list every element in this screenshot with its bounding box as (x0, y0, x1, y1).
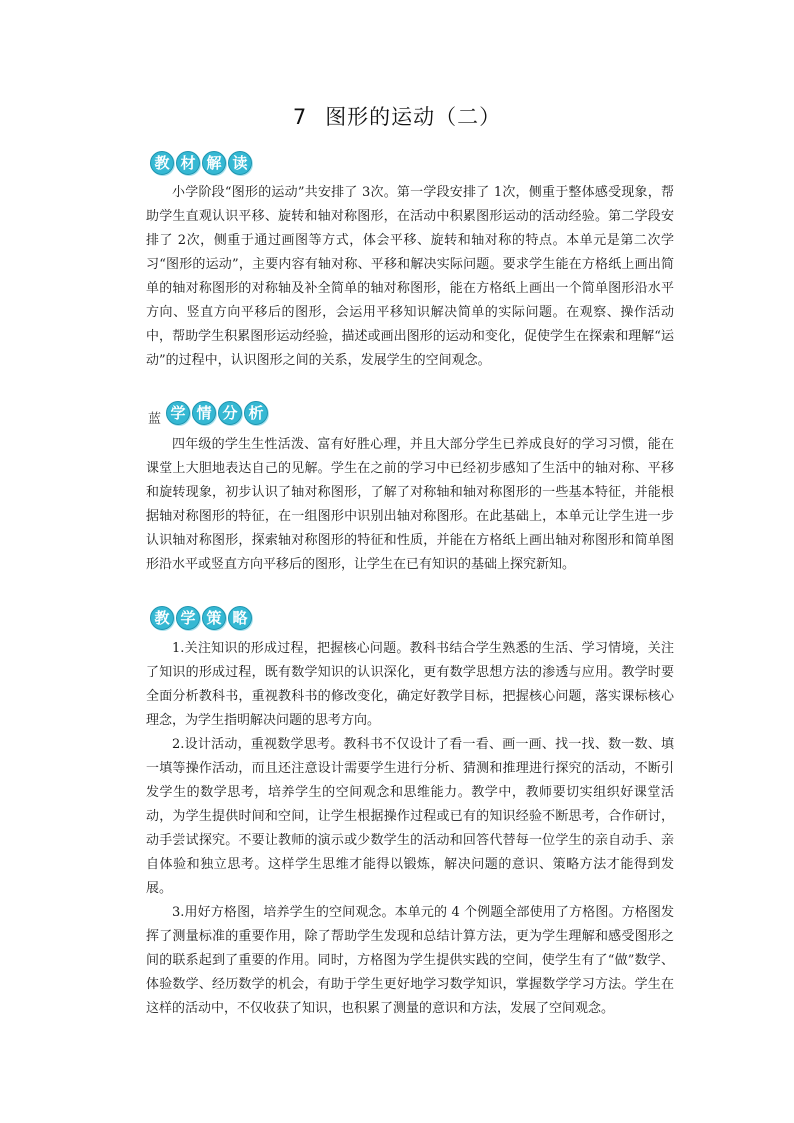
stamp-mark: 蓝 (148, 412, 162, 427)
heading-char: 读 (228, 151, 252, 175)
heading-char: 学 (166, 401, 190, 425)
section-heading-student-analysis (166, 401, 268, 425)
chapter-title: 图形的运动（二） (325, 105, 502, 129)
chapter-number: 7 (292, 105, 308, 129)
page-title (0, 102, 794, 132)
heading-char: 情 (192, 401, 216, 425)
heading-char: 析 (244, 401, 268, 425)
heading-char: 略 (228, 606, 252, 630)
section-body-student-analysis (146, 433, 674, 577)
heading-char: 教 (150, 606, 174, 630)
section-body-textbook-reading (146, 181, 674, 373)
heading-char: 解 (202, 151, 226, 175)
heading-char: 分 (218, 401, 242, 425)
section-heading-teaching-strategy (150, 606, 252, 630)
heading-char: 材 (176, 151, 200, 175)
section-body-teaching-strategy (146, 637, 674, 1021)
section-heading-textbook-reading (150, 151, 252, 175)
paragraph: 3.用好方格图，培养学生的空间观念。本单元的 4 个例题全部使用了方格图。方格图发挥了测量标准的重要作用，除了帮助学生发现和总结计算方法，更为学生理解和感受图形之间的联系起到了重要的作用。同时，方格图为学生提供实践的空间，使学生有了“做”数学、体验数学、经历数学的机会，有助于学生更好地学习数学知识，掌握数学学习方法。学生在这样的活动中，不仅收获了知识，也积累了测量的意识和方法，发展了空间观念。 (146, 905, 674, 1016)
heading-char: 策 (202, 606, 226, 630)
heading-char: 学 (176, 606, 200, 630)
paragraph: 1.关注知识的形成过程，把握核心问题。教科书结合学生熟悉的生活、学习情境，关注了知识的形成过程，既有数学知识的认识深化，更有数学思想方法的渗透与应用。教学时要全面分析教科书，重视教科书的修改变化，确定好教学目标，把握核心问题，落实课标核心理念，为学生指明解决问题的思考方向。 (146, 641, 674, 728)
paragraph: 小学阶段“图形的运动”共安排了 3次。第一学段安排了 1次，侧重于整体感受现象，帮助学生直观认识平移、旋转和轴对称图形，在活动中积累图形运动的活动经验。第二学段安排了 2次，侧重于通过画图等方式，体会平移、旋转和轴对称的特点。本单元是第二次学习“图形的运动”，主要内容有轴对称、平移和解决实际问题。要求学生能在方格纸上画出简单的轴对称图形的对称轴及补全简单的轴对称图形，能在方格纸上画出一个简单图形沿水平方向、竖直方向平移后的图形，会运用平移知识解决简单的实际问题。在观察、操作活动中，帮助学生积累图形运动经验，描述或画出图形的运动和变化，促使学生在探索和理解“运动”的过程中，认识图形之间的关系，发展学生的空间观念。 (146, 185, 674, 368)
paragraph: 四年级的学生生性活泼、富有好胜心理，并且大部分学生已养成良好的学习习惯，能在课堂上大胆地表达自己的见解。学生在之前的学习中已经初步感知了生活中的轴对称、平移和旋转现象，初步认识了轴对称图形，了解了对称轴和轴对称图形的一些基本特征，并能根据轴对称图形的特征，在一组图形中识别出轴对称图形。在此基础上，本单元让学生进一步认识轴对称图形，探索轴对称图形的特征和性质，并能在方格纸上画出轴对称图形和简单图形沿水平或竖直方向平移后的图形，让学生在已有知识的基础上探究新知。 (146, 437, 674, 572)
paragraph: 2.设计活动，重视数学思考。教科书不仅设计了看一看、画一画、找一找、数一数、填一填等操作活动，而且还注意设计需要学生进行分析、猜测和推理进行探究的活动，不断引发学生的数学思考，培养学生的空间观念和思维能力。教学中，教师要切实组织好课堂活动，为学生提供时间和空间，让学生根据操作过程或已有的知识经验不断思考，合作研讨，动手尝试探究。不要让教师的演示或少数学生的活动和回答代替每一位学生的亲自动手、亲自体验和独立思考。这样学生思维才能得以锻炼，解决问题的意识、策略方法才能得到发展。 (146, 737, 674, 896)
heading-char: 教 (150, 151, 174, 175)
